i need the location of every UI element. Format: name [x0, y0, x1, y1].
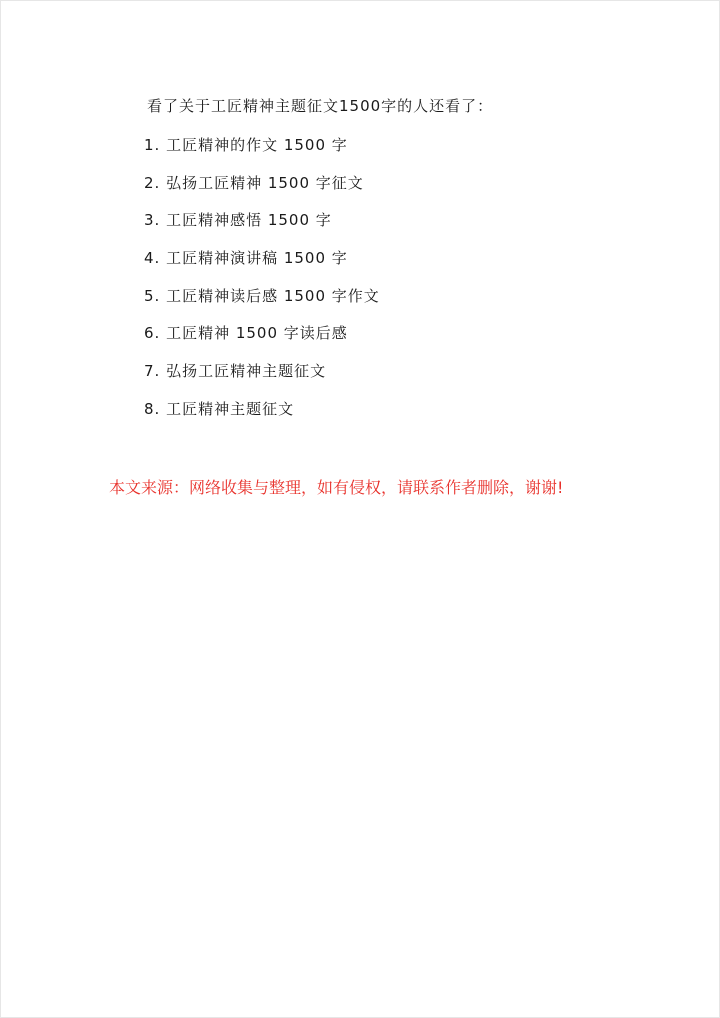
- related-articles-list: [144, 133, 380, 435]
- list-item: 7. 弘扬工匠精神主题征文: [144, 362, 327, 381]
- related-articles-heading: 看了关于工匠精神主题征文1500字的人还看了：: [147, 97, 494, 115]
- list-item: 6. 工匠精神 1500 字读后感: [144, 324, 348, 343]
- list-item: 2. 弘扬工匠精神 1500 字征文: [144, 173, 364, 192]
- list-item: 8. 工匠精神主题征文: [144, 399, 295, 418]
- source-disclaimer: 本文来源：网络收集与整理，如有侵权，请联系作者删除，谢谢!: [109, 478, 564, 497]
- list-item: 3. 工匠精神感悟 1500 字: [144, 211, 332, 230]
- list-item: 5. 工匠精神读后感 1500 字作文: [144, 286, 380, 305]
- list-item: 1. 工匠精神的作文 1500 字: [144, 136, 348, 154]
- list-item: 4. 工匠精神演讲稿 1500 字: [144, 249, 348, 268]
